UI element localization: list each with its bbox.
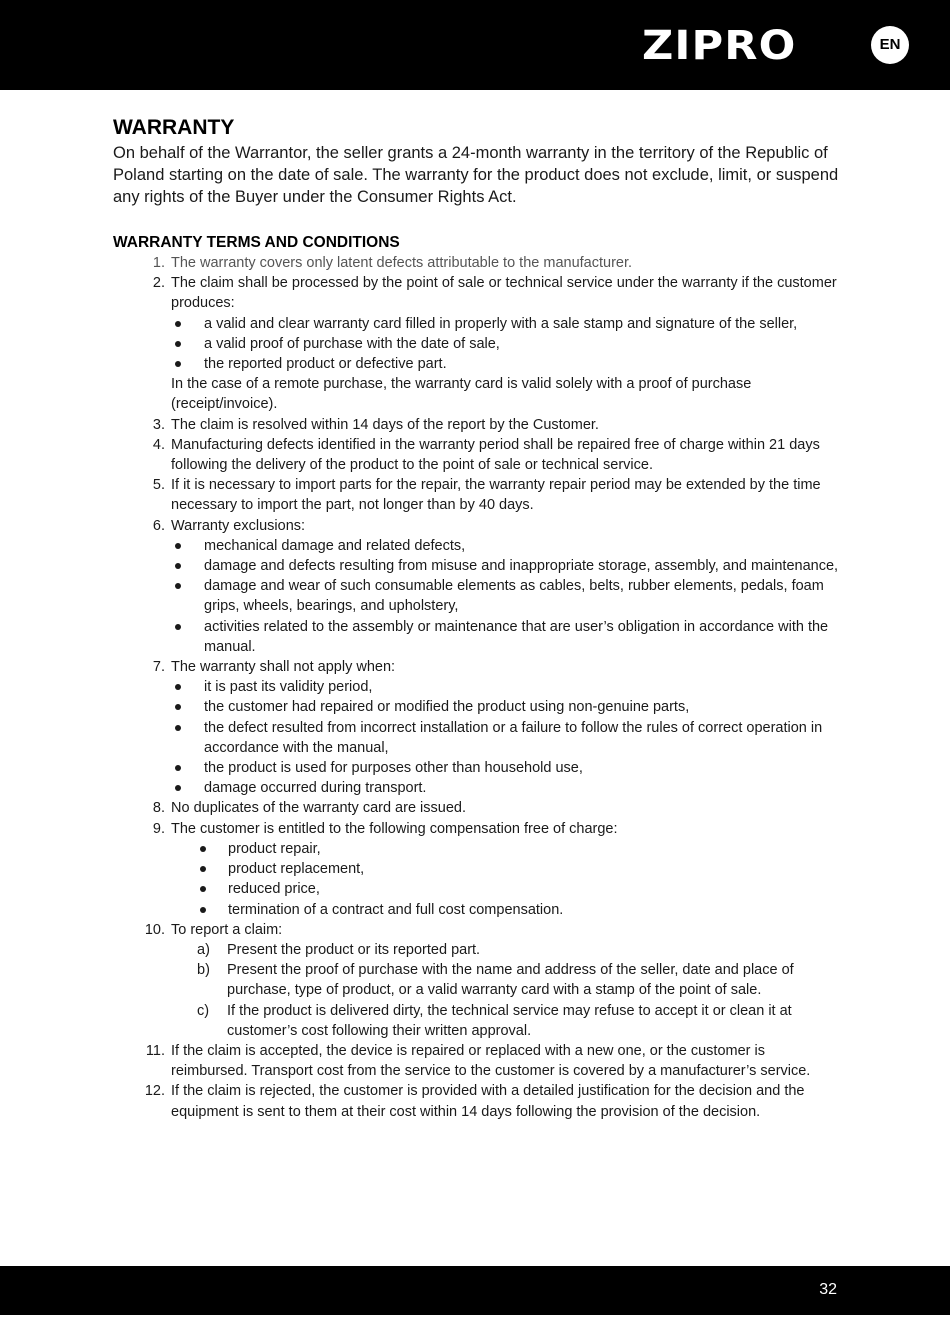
bullet-item: termination of a contract and full cost compensation. xyxy=(171,900,843,920)
brand-logo: ZIPRO xyxy=(642,23,797,69)
term-note: In the case of a remote purchase, the warranty card is valid solely with a proof of purchase (receipt/invoice). xyxy=(171,376,752,413)
term-item xyxy=(113,1081,843,1121)
term-number: 1. xyxy=(152,255,165,271)
term-text: If the claim is accepted, the device is repaired or replaced with a new one, or the customer is reimbursed. Transport cost from the service to the customer is covered by a manufacturer’s service. xyxy=(171,1042,811,1080)
term-text: If the claim is rejected, the customer is provided with a detailed justification for the decision and the equipment is sent to them at their cost within 14 days following the provision of the decision. xyxy=(171,1083,805,1120)
bullet-item: reduced price, xyxy=(171,879,843,899)
term-item xyxy=(113,819,843,920)
term-item xyxy=(113,657,843,798)
bullet-item: a valid and clear warranty card filled in properly with a sale stamp and signature of the seller, xyxy=(171,314,843,334)
sub-item xyxy=(171,960,843,1000)
sub-item-text: Present the proof of purchase with the name and address of the seller, date and place of purchase, type of product, or a valid warranty card with a stamp of the point of sale. xyxy=(227,962,794,999)
term-text: No duplicates of the warranty card are issued. xyxy=(171,800,466,817)
header-bar xyxy=(0,0,950,90)
language-badge: EN xyxy=(871,26,909,64)
term-item xyxy=(113,1041,843,1081)
bullet-list xyxy=(171,314,843,375)
term-text: The claim shall be processed by the point of sale or technical service under the warranty if the customer produces: xyxy=(171,275,837,312)
bullet-item: damage and defects resulting from misuse and inappropriate storage, assembly, and maintenance, xyxy=(171,556,843,576)
term-item xyxy=(113,798,843,818)
sub-item-text: If the product is delivered dirty, the technical service may refuse to accept it or clean it at customer’s cost following their written approval. xyxy=(227,1002,792,1039)
intro-paragraph: On behalf of the Warrantor, the seller grants a 24-month warranty in the territory of the Republic of Poland starting on the date of sale. The warranty for the product does not exclude, limit, or suspend any rights of the Buyer under the Consumer Rights Act. xyxy=(113,144,839,206)
term-number: 2. xyxy=(152,275,165,292)
sub-item-text: Present the product or its reported part. xyxy=(227,941,481,958)
term-item xyxy=(113,475,843,515)
document-body xyxy=(113,114,843,1122)
section-heading: WARRANTY TERMS AND CONDITIONS xyxy=(113,234,400,251)
bullet-list xyxy=(171,536,843,657)
term-item xyxy=(113,273,843,414)
term-number: 9. xyxy=(152,820,165,837)
term-item xyxy=(113,516,843,657)
bullet-item: the reported product or defective part. xyxy=(171,354,843,374)
term-number: 3. xyxy=(152,416,165,433)
bullet-item: product replacement, xyxy=(171,859,843,879)
terms-list xyxy=(113,253,843,1122)
bullet-item: activities related to the assembly or maintenance that are user’s obligation in accordance with the manual. xyxy=(171,617,843,657)
term-text: The customer is entitled to the following compensation free of charge: xyxy=(171,820,618,837)
bullet-item: damage occurred during transport. xyxy=(171,778,843,798)
term-text: The warranty shall not apply when: xyxy=(171,659,396,676)
term-number: 8. xyxy=(152,800,165,817)
sub-item xyxy=(171,940,843,960)
term-text: The warranty covers only latent defects attributable to the manufacturer. xyxy=(171,255,633,271)
term-number: 11. xyxy=(145,1042,165,1059)
term-text: To report a claim: xyxy=(171,921,283,938)
term-number: 10. xyxy=(144,921,165,938)
sub-item-label: c) xyxy=(197,1002,210,1019)
bullet-list xyxy=(171,839,843,920)
term-number: 4. xyxy=(152,436,165,453)
sub-list xyxy=(171,940,843,1041)
bullet-item: damage and wear of such consumable elements as cables, belts, rubber elements, pedals, foam grips, wheels, bearings, and upholstery, xyxy=(171,576,843,616)
term-number: 6. xyxy=(152,517,165,534)
term-text: Warranty exclusions: xyxy=(171,517,306,534)
term-number: 7. xyxy=(152,659,165,676)
sub-item-label: a) xyxy=(197,941,210,958)
bullet-item: the product is used for purposes other than household use, xyxy=(171,758,843,778)
bullet-item: the customer had repaired or modified the product using non-genuine parts, xyxy=(171,697,843,717)
bullet-item: product repair, xyxy=(171,839,843,859)
footer-bar xyxy=(0,1266,950,1315)
term-text: Manufacturing defects identified in the warranty period shall be repaired free of charge within 21 days following the delivery of the product to the point of sale or technical service. xyxy=(171,436,820,474)
term-item xyxy=(113,415,843,435)
bullet-item: it is past its validity period, xyxy=(171,677,843,697)
bullet-item: a valid proof of purchase with the date of sale, xyxy=(171,334,843,354)
bullet-item: the defect resulted from incorrect installation or a failure to follow the rules of correct operation in accordance with the manual, xyxy=(171,718,843,758)
bullet-list xyxy=(171,677,843,798)
term-number: 12. xyxy=(144,1083,165,1100)
bullet-item: mechanical damage and related defects, xyxy=(171,536,843,556)
term-item xyxy=(113,435,843,475)
page-number: 32 xyxy=(819,1281,837,1298)
term-number: 5. xyxy=(152,477,165,494)
sub-item-label: b) xyxy=(197,962,210,979)
page-title: WARRANTY xyxy=(113,116,235,139)
sub-item xyxy=(171,1001,843,1041)
term-text: If it is necessary to import parts for the repair, the warranty repair period may be extended by the time necessary to import the part, not longer than by 40 days. xyxy=(171,477,821,514)
term-item xyxy=(113,920,843,1041)
term-text: The claim is resolved within 14 days of the report by the Customer. xyxy=(171,416,599,433)
term-item xyxy=(113,253,843,273)
